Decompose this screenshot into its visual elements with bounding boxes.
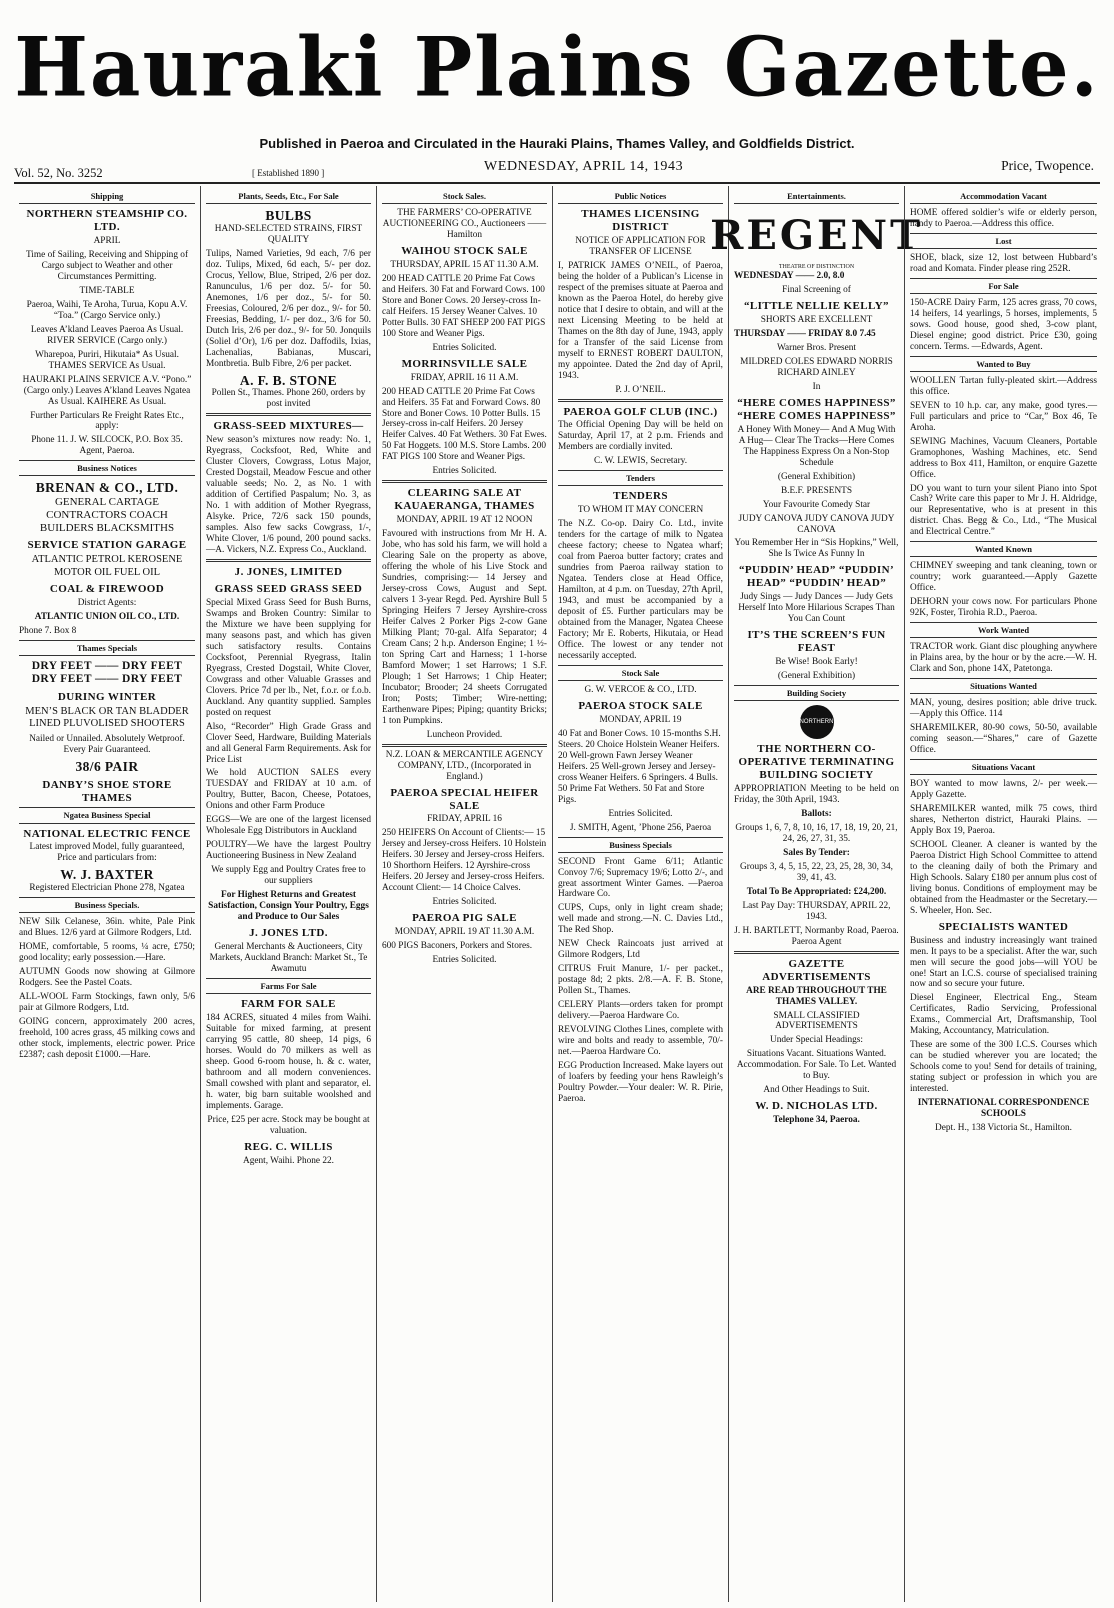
ad-text: Ballots: [801,808,832,819]
ad-text: 200 HEAD CATTLE 20 Prime Fat Cows and Heifers. 30 Fat and Forward Cows. 100 Store and Boner Cows. 20 Jersey-cross In-calf Heifers. 15 Jersey Weaner Calves. 10 Potter Bulls. 30 FAT SHEEP 200 FAT PIGS 100 Store and Weaner Pigs. [382,273,546,339]
section-header: Farms For Sale [206,978,371,994]
classified-ad: BOY wanted to mow lawns, 2/- per week.—Apply Gazette. [910,779,1097,800]
ad-text: Entries Solicited. [432,342,497,353]
ad-text: In [812,381,821,392]
ad-heading: J. JONES LTD. [249,927,328,940]
ad-text: (General Exhibition) [777,471,856,482]
ad-text: NOTICE OF APPLICATION FOR TRANSFER OF LICENSE [575,235,706,257]
classified-ad: CITRUS Fruit Manure, 1/- per packet., postage 8d; 2 pkts. 2/8.—A. F. B. Stone, Pollen St., Thames. [558,964,723,997]
section-header: Wanted Known [910,541,1097,557]
classified-ad: WOOLLEN Tartan fully-pleated skirt.—Address this office. [910,375,1097,397]
ad-text: Entries Solicited. [432,466,497,477]
ad-text: Also, “Recorder” High Grade Grass and Clover Seed, Hardware, Building Materials and all General Farm Requirements. Ask for Price List [206,721,371,765]
ad-heading: MORRINSVILLE SALE [401,357,528,370]
ad-heading: REG. C. WILLIS [244,1140,333,1153]
ad-text: 600 PIGS Baconers, Porkers and Stores. [382,941,533,952]
classified-ad: SHAREMILKER, 80-90 cows, 50-50, available coming season.—“Shares,” care of Gazette Office. [910,723,1097,756]
section-header: Ngatea Business Special [19,807,195,823]
ad-text: B.E.F. PRESENTS [780,485,853,496]
ad-text: TO WHOM IT MAY CONCERN [577,505,704,516]
ad-text: Tulips, Named Varieties, 9d each, 7/6 per doz. Tulips, Mixed, 6d each, 5/- per doz. Crocus, Yellow, Blue, Striped, 2/6 per doz. Ranunculus, 1/6 per doz. 5/- for 50. Anemones, 1/6 per doz., 5/- for 50. Freesias, Coloured, 2/6 per doz., 9/- for 50. Freesias, Bedding, 1/- per doz., 3/6 for 50. Dutch Iris, 2/6 per doz., 9/- for 50. Jonquils (Soliel d’Or), 1/6 per doz. Daffodils, Ixias, Lachenalias, Babianas, Muscari, Montbretia. Bulb Fibre, 2/6 per packet. [206,248,371,369]
section-header: Shipping [19,189,195,204]
section-header: Accommodation Vacant [910,189,1097,204]
section-header: Situations Vacant [910,759,1097,775]
section-header: Situations Wanted [910,678,1097,694]
ad-heading: SERVICE STATION GARAGE [27,539,187,552]
ad-heading: THAMES LICENSING DISTRICT [581,208,700,233]
ad-text: New season’s mixtures now ready: No. 1, Ryegrass, Cocksfoot, Red, White and Cluster Clovers, Cowgrass, Lotus Major, Crested Dogstail, Meadow Fescue and other valuable seeds; No. 2, as No. 1 with addition of Certified Paspalum; No. 3, as No. 1 with addition of Mother Ryegrass, Alsyke. Price, 72/6 sack 150 pounds, samples. Also few sacks Cowgrass, 1/-, White Clover, 1/6 pound, 200 pound sacks.—A. Vickers, N.Z. Express Co., Auckland. [206,435,371,556]
section-header: Lost [910,233,1097,249]
ad-text: Telephone 34, Paeroa. [773,1115,860,1126]
divider [382,480,547,483]
ad-text: We hold AUCTION SALES every TUESDAY and FRIDAY at 10 a.m. of Poultry, Butter, Bacon, Cheese, Potatoes, Onions and other Farm Produce [206,768,371,812]
ad-heading: THE NORTHERN CO-OPERATIVE TERMINATING BUILDING SOCIETY [738,743,895,782]
ad-text: Phone 11. J. W. SILCOCK, P.O. Box 35. Agent, Paeroa. [31,435,183,457]
ad-text: THE FARMERS’ CO-OPERATIVE AUCTIONEERING CO., Auctioneers —— Hamilton [382,208,547,240]
ad-text: Warner Bros. Present [776,342,857,353]
ad-heading: W. D. NICHOLAS LTD. [755,1100,878,1113]
ad-text: MONDAY, APRIL 19 AT 12 NOON [396,515,533,526]
ad-text: TIME-TABLE [79,285,135,296]
ad-heading: BULBS [265,208,312,224]
masthead-subtitle: Published in Paeroa and Circulated in the Hauraki Plains, Thames Valley, and Goldfields District. [259,136,855,151]
ad-text: APRIL [93,235,121,246]
ad-text: Entries Solicited. [432,955,497,966]
ad-text: J. SMITH, Agent, ’Phone 256, Paeroa [569,822,712,833]
ad-text: I, PATRICK JAMES O’NEIL, of Paeroa, being the holder of a Publican’s License in respect of the premises situate at Paeroa and known as the Paeroa Hotel, do hereby give notice that I desire to obtain, and will at the next Licensing Meeting to be held at Thames on the 8th day of June, 1943, apply for a Transfer of the said License from myself to ERNEST ROBERT DAULTON, my appointee. Dated the 2nd day of April, 1943. [558,260,723,381]
classified-ad: DO you want to turn your silent Piano into Spot Cash? Write care this paper to Mr J. H. Aldridge, our Representative, who is at present in this district. Chas. Begg & Co., Ltd., “The Musical and Electrical Centre.” [910,483,1097,538]
classified-ad: MAN, young, desires position; able drive truck.—Apply this Office. 114 [910,698,1097,720]
classified-ad: CUPS, Cups, only in light cream shade; well made and strong.—N. C. Davies Ltd., The Red Shop. [558,903,723,936]
ad-heading: TENDERS [613,490,668,503]
established: [ Established 1890 ] [252,168,325,178]
ad-heading: DANBY’S SHOE STORE THAMES [42,778,172,804]
column-4 [552,186,728,1602]
classified-ad: TRACTOR work. Giant disc ploughing anywhere in Plains area, by the hour or by the acre.—W. H. Clark and Son, phone 14X, Patetonga. [910,642,1097,675]
ad-text: Total To Be Appropriated: £24,200. [746,886,887,897]
classified-ad: SHOE, black, size 12, lost between Hubbard’s road and Komata. Finder please ring 252R. [910,252,1097,274]
ad-heading: NATIONAL ELECTRIC FENCE [23,827,191,840]
ad-text: 250 HEIFERS On Account of Clients:— 15 Jersey and Jersey-cross Heifers. 10 Holstein Heifers. 30 Jersey and Jersey-cross Heifers. 10 Shorthorn Heifers. 12 Ayrshire-cross Heifers. 20 Jersey and Jersey-cross Heifers. Account Client:— 14 Choice Calves. [382,828,547,894]
ad-heading: W. J. BAXTER [60,867,154,883]
ad-text: 184 ACRES, situated 4 miles from Waihi. Suitable for mixed farming, at present carrying 95 cattle, 80 sheep, 14 pigs, 6 horses. Would do 70 milkers as well as sheep. Good 6-room house, h. & c. water, bathroom and all modern conveniences. Small cowshed with plant and separator, el. h. water, big barn suitable woolshed and implements. Garage. [206,1012,371,1111]
volume: Vol. 52, No. 3252 [14,166,103,180]
ad-text: You Remember Her in “Sis Hopkins,” Well, She Is Twice As Funny In [734,538,899,560]
ad-text: Groups 3, 4, 5, 15, 22, 23, 25, 28, 30, 34, 39, 41, 43. [740,861,893,883]
classified-ad: HOME, comfortable, 5 rooms, ¼ acre, £750; good locality; early possession.—Hare. [19,942,195,964]
masthead-title: Hauraki Plains Gazette. [14,19,1100,116]
ad-text: THURSDAY —— FRIDAY 8.0 7.45 [734,328,876,339]
classified-ad: HOME offered soldier’s wife or elderly person, handy to Paeroa.—Address this office. [910,208,1097,229]
ad-text: Registered Electrician Phone 278, Ngatea [29,883,185,894]
column-6 [904,186,1102,1602]
ad-heading: A. F. B. STONE [239,372,338,388]
ad-heading: “PUDDIN’ HEAD” “PUDDIN’ HEAD” “PUDDIN’ HEAD” [738,564,895,590]
ad-text: Phone 7. Box 8 [19,625,77,636]
classified-ad: SECOND Front Game 6/11; Atlantic Convoy 7/6; Supremacy 19/6; Lotto 2/-, and great assortment Winter Games. —Paeroa Hardware Co. [558,856,724,900]
ad-heading: PAEROA PIG SALE [412,912,517,925]
northern-logo: NORTHERN [800,705,834,739]
section-header: Building Society [734,685,899,701]
ad-text: ATLANTIC PETROL KEROSENE MOTOR OIL FUEL OIL [31,554,183,578]
column-2 [200,186,376,1602]
ad-text: GENERAL CARTAGE CONTRACTORS COACH BUILDERS BLACKSMITHS [39,496,175,535]
ad-text: Leaves A’kland Leaves Paeroa As Usual. RIVER SERVICE (Cargo only.) [30,324,184,346]
ad-text: Agent, Waihi. Phone 22. [242,1155,334,1166]
ad-text: Nailed or Unnailed. Absolutely Wetproof. Every Pair Guaranteed. [29,733,185,755]
ad-text: THURSDAY, APRIL 15 AT 11.30 A.M. [390,259,539,270]
ad-text: The N.Z. Co-op. Dairy Co. Ltd., invite tenders for the cartage of milk to Ngatea cheese factory; cheese to Ngatea wharf; coal from Paeroa butter factory; crates and sundries from Paeroa railway station to Ngatea. Tenders close at Head Office, Hamilton, at 4 p.m. on Tuesday, 27th April, 1943, and must be accompanied by a deposit of £5. Further particulars may be obtained from the Manager, Ngatea Cheese Factory; Mr E. Roberts, Hikutaia, or Head Office. The lowest or any tender not necessarily accepted. [558,519,723,661]
ad-heading: BRENAN & CO., LTD. [35,480,179,496]
ad-text: Under Special Headings: [770,1035,863,1046]
ad-text: Judy Sings — Judy Dances — Judy Gets Herself Into More Hilarious Scrapes Than You Can Count [738,592,895,625]
column-1 [14,186,200,1602]
ad-text: Latest improved Model, fully guaranteed, Price and particulars from: [29,842,185,864]
classified-ad: SCHOOL Cleaner. A cleaner is wanted by the Paeroa District High School Committee to attend to the cleaning daily of both the Primary and High Schools. Salary £180 per annum plus cost of living bonus. Conditions of employment may be obtained from the Headmaster or the Secretary.—S. Wheeler, Hon. Sec. [910,839,1097,916]
classified-ad: DEHORN your cows now. For particulars Phone 92K, Foster, Tirohia R.D., Paeroa. [910,597,1097,619]
ad-text: Price, £25 per acre. Stock may be bought at valuation. [207,1114,370,1136]
ad-heading: NORTHERN STEAMSHIP CO. LTD. [26,208,188,233]
ad-heading: WAIHOU STOCK SALE [401,244,528,257]
section-header: Thames Specials [19,640,195,656]
ad-text: MILDRED COLES EDWARD NORRIS RICHARD AINLEY [740,356,893,378]
ad-text: POULTRY—We have the largest Poultry Auctioneering Business in New Zealand [206,840,371,862]
section-header: Wanted to Buy [910,356,1097,372]
ad-heading: IT’S THE SCREEN’S FUN FEAST [747,629,886,655]
section-header: Stock Sales. [382,189,547,204]
divider [206,413,371,416]
ad-text: Situations Vacant. Situations Wanted. Accommodation. For Sale. To Let. Wanted to Buy. [736,1049,897,1082]
ad-text: Business and industry increasingly want trained men. It pays to be a specialist. After the war, such men will secure the good jobs—will YOU be one! Start an I.C.S. course of specialised training now and so secure your future. [910,935,1097,990]
ad-text: THEATRE OF DISTINCTION [778,264,855,271]
classified-ad: NEW Silk Celanese, 36in. white, Pale Pink and Blues. 12/6 yard at Gilmore Rodgers, Ltd. [19,917,195,939]
price: Price, Twopence. [1001,158,1094,173]
ad-text: Luncheon Provided. [426,729,503,740]
divider [558,399,723,402]
ad-text: Be Wise! Book Early! [775,657,858,668]
ad-text: Paeroa, Waihi, Te Aroha, Turua, Kopu A.V. “Toa.” (Cargo Service only.) [26,299,188,321]
ad-text: MONDAY, APRIL 19 AT 11.30 A.M. [394,927,535,938]
ad-text: EGGS—We are one of the largest licensed Wholesale Egg Distributors in Auckland [206,815,371,837]
ad-heading: FARM FOR SALE [241,997,336,1010]
divider [382,744,547,747]
classified-ad: EGG Production Increased. Make layers out of loafers by feeding your hens Rawleigh’s Poultry Powder.—Your dealer: W. R. Pirie, Paeroa. [558,1061,723,1104]
ad-text: Groups 1, 6, 7, 8, 10, 16, 17, 18, 19, 20, 21, 24, 26, 27, 31, 35. [735,822,898,844]
divider [206,559,371,562]
section-header: For Sale [910,278,1097,294]
ad-text: J. H. BARTLETT, Normanby Road, Paeroa. Paeroa Agent [734,925,899,947]
column-3 [376,186,552,1602]
section-header: Business Specials [558,837,723,853]
section-header: Stock Sale [558,665,723,681]
ad-text: FRIDAY, APRIL 16 [427,814,502,825]
dateline [14,158,1100,184]
classified-ad: GOING concern, approximately 200 acres, freehold, 100 acres grass, 45 milking cows and other stock, implements, electric power. Price £2387; cash deposit £1000.—Hare. [19,1017,195,1060]
ad-heading: GRASS SEED GRASS SEED [214,582,363,595]
ad-text: Further Particulars Re Freight Rates Etc., apply: [30,410,184,432]
classified-ad: CELERY Plants—orders taken for prompt delivery.—Paeroa Hardware Co. [558,1000,723,1022]
divider [734,951,899,954]
ad-text: Time of Sailing, Receiving and Shipping of Cargo subject to Weather and other Circumstances Permitting. [25,249,189,282]
ad-text: These are some of the 300 I.C.S. Courses which can be studied wherever you are located; the Schools come to you! Send for details of training, stating subject or profession in which you are interested. [910,1040,1097,1095]
section-header: Public Notices [558,189,723,204]
ad-text: Final Screening of [782,285,851,296]
column-5 [710,186,923,1602]
ad-heading: “HERE COMES HAPPINESS” “HERE COMES HAPPINESS” [737,396,896,422]
ad-heading: GRASS-SEED MIXTURES— [213,420,364,433]
ad-text: Special Mixed Grass Seed for Bush Burns, Swamps and Broken Country: Similar to the Mixture we have been supplying for many seasons past, and which has given such satisfactory results. Contains Cocksfoot, Perennial Ryegrass, Italin Ryegrass, Crested Dogstail, White Clover, Cowgrass and other Valuable Grasses and Clovers. Price 7d per lb., Net, f.o.r. or f.o.b. Auckland. Any quantity supplied. Samples posted on request [206,597,371,718]
ad-heading: CLEARING SALE AT KAUAERANGA, THAMES [394,487,535,513]
ad-heading: J. JONES, LIMITED [234,566,343,579]
section-header: Work Wanted [910,622,1097,638]
ad-text: General Merchants & Auctioneers, City Markets, Auckland Branch: Market St., Te Awamutu [209,942,368,974]
ad-heading: “LITTLE NELLIE KELLY” [744,300,889,313]
ad-text: Favoured with instructions from Mr H. A. Jobe, who has sold his farm, we will hold a Clearing Sale on the property as above, offering the whole of his Live Stock and Sundries, comprising:— 14 Jersey and Jersey-cross Cows, August and Sept. calvers 1 3-year Regd. Ped. Ayrshire Bull 5 Springing Heifers 7 Jersey Ayrshire-cross Heifer Calves 2 Porker Pigs 2-cow Gane Milking Plant; 70-gal. Alfa Separator; 4 Cream Cans; 2 h.p. Anderson Engine; 1 ½-ton Spring Cart and Harness; 1 1-horse Bamford Mower; 1 set Harrows; 1 S.F. Plough; 1 Set Harrows; 1 Chip Heater; Incubator; Brooder; 24 sheets Corrugated Iron; Posts; Timber; Wire-netting; Earthenware Pipes; Piping; quantity Bricks; 1 ton Pumpkins. [382,529,547,726]
regent-logo: REGENT [710,212,923,260]
issue-date: WEDNESDAY, APRIL 14, 1943 [484,159,684,174]
ad-text: APPROPRIATION Meeting to be held on Friday, the 30th April, 1943. [734,784,899,806]
ad-heading: GAZETTE ADVERTISEMENTS [762,957,871,983]
ad-text: We supply Egg and Poultry Crates free to our suppliers [211,865,366,887]
ad-text: HAND-SELECTED STRAINS, FIRST QUALITY [214,223,363,245]
section-header: Tenders [558,470,723,486]
classified-ad: NEW Check Raincoats just arrived at Gilmore Rodgers, Ltd [558,939,723,961]
classified-ad: REVOLVING Clothes Lines, complete with wire and bolts and ready to assemble, 70/- net.—Paeroa Hardware Co. [558,1025,723,1058]
ad-text: Your Favourite Comedy Star [762,499,871,510]
ad-text: Entries Solicited. [432,897,497,908]
ad-text: C. W. LEWIS, Secretary. [593,456,688,467]
ad-text: 40 Fat and Boner Cows. 10 15-months S.H. Steers. 20 Choice Holstein Weaner Heifers. 20 Well-grown Fawn Jersey Weaner Heifers. 25 Well-grown Jersey and Jersey-cross Weaner Heifers. 6 Springers. 4 Bulls. 50 Prime Fat Wethers. 50 Fat and Store Pigs. [558,728,721,805]
ad-heading: DRY FEET —— DRY FEET DRY FEET —— DRY FEET [31,659,183,686]
ad-text: SMALL CLASSIFIED ADVERTISEMENTS [773,1010,860,1032]
ad-text: Pollen St., Thames. Phone 260, orders by post invited [211,388,366,410]
ad-text: JUDY CANOVA JUDY CANOVA JUDY CANOVA [738,513,895,535]
ad-heading: PAEROA STOCK SALE [578,699,703,712]
ad-text: P. J. O’NEIL. [615,384,666,395]
ad-text: Entries Solicited. [608,808,673,819]
classified-ad: 150-ACRE Dairy Farm, 125 acres grass, 70 cows, 14 heifers, 14 yearlings, 5 horses, implements, 5 sows. Good house, good shed, 3-cow plant, Diesel engine; good district. Price £30, going concern. Terms. —Edwards, Agent. [910,297,1097,352]
ad-text: For Highest Returns and Greatest Satisfaction, Consign Your Poultry, Eggs and Produce to Our Sales [208,890,369,923]
columns [14,186,1104,1602]
classified-ad: SHAREMILKER wanted, milk 75 cows, third shares, Netherton district, Hauraki Plains. —Apply Box 19, Paeroa. [910,803,1097,836]
ad-heading: PAEROA SPECIAL HEIFER SALE [390,786,539,812]
classified-ad: SEVEN to 10 h.p. car, any make, good tyres.—Full particulars and price to “Car,” Box 46, Te Aroha. [910,400,1097,433]
ad-text: MONDAY, APRIL 19 [599,714,682,725]
ad-heading: PAEROA GOLF CLUB (INC.) [563,405,718,418]
classified-ad: ALL-WOOL Farm Stockings, fawn only, 5/6 pair at Gilmore Rodgers, Ltd. [19,992,195,1014]
ad-text: ATLANTIC UNION OIL CO., LTD. [34,611,180,622]
ad-text: FRIDAY, APRIL 16 11 A.M. [410,372,519,383]
section-header: Plants, Seeds, Etc., For Sale [206,189,371,204]
ad-text: A Honey With Money— And A Mug With A Hug— Clear The Tracks—Here Comes The Happiness Express On a Non-Stop Schedule [737,424,896,468]
ad-text: INTERNATIONAL CORRESPONDENCE SCHOOLS [917,1098,1090,1120]
ad-text: And Other Headings to Suit. [763,1085,870,1096]
classified-ad: SEWING Machines, Vacuum Cleaners, Portable Gramophones, Washing Machines, etc. Send address to Box 411, Hamilton, or enquire Gazette Office. [910,436,1097,480]
ad-text: WEDNESDAY —— 2.0, 8.0 [734,271,845,282]
ad-text: HAURAKI PLAINS SERVICE A.V. “Pono.” (Cargo only.) Leaves A’kland Leaves Ngatea As Usual. KAIHERE As Usual. [22,374,192,407]
ad-heading: COAL & FIREWOOD [49,582,165,595]
section-header: Entertainments. [734,189,899,204]
ad-text: Wharepoa, Puriri, Hikutaia* As Usual. THAMES SERVICE As Usual. [35,349,179,371]
ad-text: Dept. H., 138 Victoria St., Hamilton. [935,1123,1072,1134]
ad-text: MEN’S BLACK OR TAN BLADDER LINED PLUVOLISED SHOOTERS [25,705,189,730]
ad-text: SHORTS ARE EXCELLENT [760,315,873,325]
classified-ad: CHIMNEY sweeping and tank cleaning, town or country; work guaranteed.—Apply Gazette Office. [910,561,1097,594]
ad-text: N.Z. LOAN & MERCANTILE AGENCY COMPANY, LTD., (Incorporated in England.) [385,749,544,782]
ad-text: (General Exhibition) [777,671,856,682]
ad-text: Diesel Engineer, Electrical Eng., Steam Certificates, Radio Servicing, Professional Exams., Commercial Art, Draftsmanship, Tool Making, Accountancy, Matriculation. [910,993,1097,1037]
section-header: Business Specials. [19,897,195,913]
ad-text: The Official Opening Day will be held on Saturday, April 17, at 2 p.m. Friends and Members are cordially invited. [558,420,723,453]
ad-text: Sales By Tender: [783,847,850,858]
section-header: Business Notices [19,460,195,476]
ad-text: ARE READ THROUGHOUT THE THAMES VALLEY. [746,985,887,1007]
ad-heading: 38/6 PAIR [75,758,139,774]
ad-text: 200 HEAD CATTLE 20 Prime Fat Cows and Heifers. 35 Fat and Forward Cows. 80 Store and Boner Cows. 10 Potter Bulls. 15 Jersey-cross in-calf Heifers. 20 Jersey Heifer Calves. 40 Fat Wethers. 30 Fat Ewes. 50 Fat Hoggets. 100 M.S. Store Lambs. 200 FAT PIGS 100 Store and Weaner Pigs. [382,386,547,463]
ad-heading: SPECIALISTS WANTED [938,920,1069,933]
classified-ad: AUTUMN Goods now showing at Gilmore Rodgers. See the Pastel Coats. [19,967,195,989]
ad-text: District Agents: [77,597,137,608]
ad-heading: DURING WINTER [57,690,157,703]
ad-text: Last Pay Day: THURSDAY, APRIL 22, 1943. [742,900,891,922]
ad-text: G. W. VERCOE & CO., LTD. [584,684,697,695]
